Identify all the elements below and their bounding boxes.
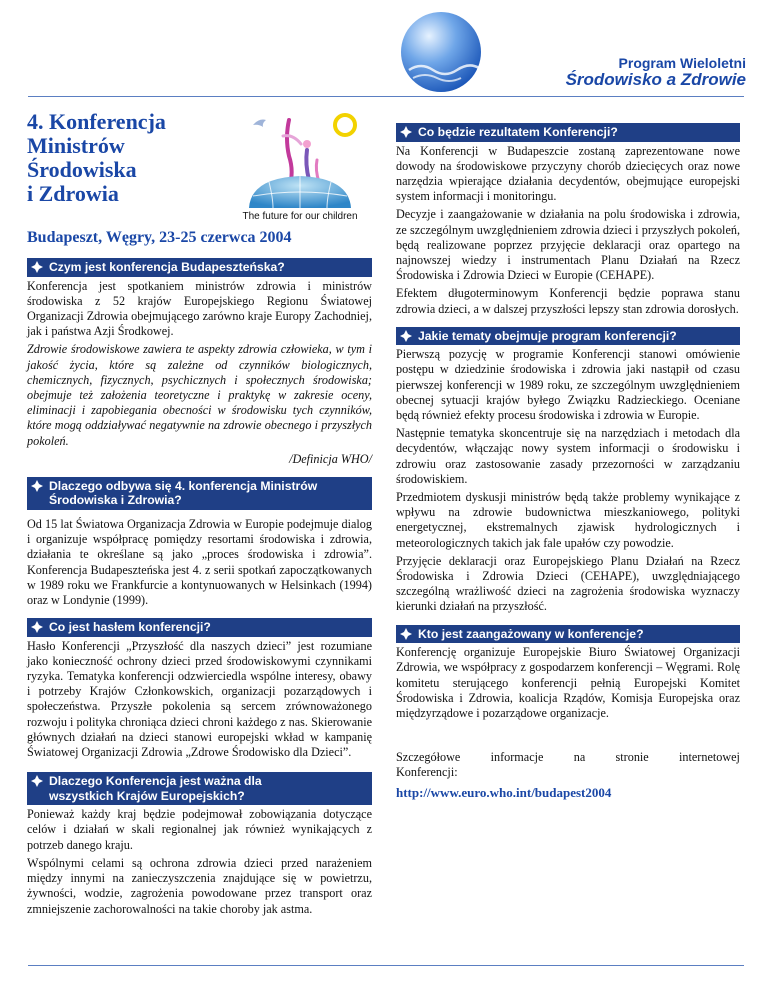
paragraph: Hasło Konferencji „Przyszłość dla naszych dzieci” jest rozumiane jako konieczność ochrony dzieci przed środowiskowymi czynnikami ryzyka. Tematyka konferencji odzwierciedla wspólne interesy, obawy i potrzeby Krajów Członkowskich, organizacji pozarządowych i społeczeństwa. Przyszłe pokolenia są sercem zrównoważonego rozwoju i polityka chroniąca dzieci chroni każdego z nas. Skierowanie głównych działań na dzieci stanowi europejski wkład w kampanię Światowej Organizacji Zdrowia „Zdrowe Środowisko dla Dzieci”. [27, 638, 372, 760]
paragraph: Przyjęcie deklaracji oraz Europejskiego Planu Działań na Rzecz Środowiska i Zdrowia Dzieci (CEHAPE), uwzględniającego szczególną wrażliwość dzieci na zagrożenia środowiska wyznaczy kierunki działań na przyszłość. [396, 553, 740, 614]
diamond-bullet-icon [31, 775, 43, 787]
header-divider [28, 96, 744, 97]
paragraph: Ponieważ każdy kraj będzie podejmował zobowiązania dotyczące celów i działań w skali regionalnej jak również wynikających z potrzeb danego kraju. [27, 807, 372, 852]
paragraph: Konferencję organizuje Europejskie Biuro Światowej Organizacji Zdrowia, we współpracy z gospodarzem konferencji – Węgrami. Rolę komitetu sterującego konferencji pełnią Europejski Komitet Środowiska i Zdrowia, koalicja Rządów, Komisja Europejska oraz międzyrządowe i pozarządowe organizacje. [396, 645, 740, 720]
paragraph: Od 15 lat Światowa Organizacja Zdrowia w Europie podejmuje dialog i organizuje współpracę pomiędzy resortami środowiska i zdrowia, działania te określane są jako „proces środowiska i zdrowia”. Konferencja Budapeszteńska jest 4. z serii spotkań zapoczątkowanych w 1989 roku we Frankfurcie a kontynuowanych w Helsinkach (1994) oraz w Londynie (1999). [27, 516, 372, 607]
left-column [27, 258, 372, 920]
section-header-motto: Co jest hasłem konferencji? [27, 618, 372, 637]
diamond-bullet-icon [400, 126, 412, 138]
section-header-who: Kto jest zaangażowany w konferencje? [396, 625, 740, 644]
paragraph: Konferencja jest spotkaniem ministrów zdrowia i ministrów środowiska z 52 krajów Europejskiego Regionu Światowej Organizacji Zdrowia obejmującego zarówno kraje Europy Zachodniej, jak i państwa Azji Środkowej. [27, 278, 372, 339]
emblem-caption: The future for our children [242, 211, 358, 222]
section-header-why-important: Dlaczego Konferencja jest ważna dla wszystkich Krajów Europejskich? [27, 772, 372, 805]
paragraph: Pierwszą pozycję w programie Konferencji stanowi omówienie postępu w dziedzinie środowiska i zdrowia jaki nastąpił od czasu pierwszej konferencji w 1989 roku, ze szczególnym uwzględnieniem obecnej sytuacji krajów byłego Związku Radzieckiego. Oceniane będą również efekty procesu środowiska i zdrowia w Europie. [396, 347, 740, 423]
program-label: Program Wieloletni [618, 55, 746, 71]
paragraph: Efektem długoterminowym Konferencji będzie poprawa stanu zdrowia dzieci, a w dalszej przyszłości lepszy stan zdrowia dorosłych. [396, 286, 740, 316]
diamond-bullet-icon [31, 621, 43, 633]
paragraph: Następnie tematyka skoncentruje się na narzędziach i metodach dla decydentów, włączając nowy system informacji o środowisku i zdrowiu oraz zastosowanie zasady przezorności w zarządzaniu środowiskiem. [396, 426, 740, 486]
conference-subtitle: Budapeszt, Węgry, 23-25 czerwca 2004 [27, 229, 292, 246]
right-column [396, 123, 740, 800]
section-header-why-4th: Dlaczego odbywa się 4. konferencja Ministrów Środowiska i Zdrowia? [27, 477, 372, 510]
program-globe-logo [399, 10, 483, 94]
program-title: Środowisko a Zdrowie [565, 70, 746, 89]
info-line-2: Konferencji: [396, 765, 458, 780]
paragraph: Przedmiotem dyskusji ministrów będą także problemy wynikające z wpływu na zdrowie budownictwa mieszkaniowego, polityki energetycznej, ekstremalnych zjawisk hydrologicznych i meteorologicznych takich jak fale upałów czy powodzie. [396, 490, 740, 550]
definition-paragraph: Zdrowie środowiskowe zawiera te aspekty zdrowia człowieka, w tym i jakość życia, które są zależne od czynników biologicznych, chemicznych, fizycznych, psychicznych i społecznych środowiska; obejmuje też założenia teoretyczne i praktykę w zakresie oceny, eliminacji i zapobiegania obecności w środowisku tych czynników, które mogą oddziaływać negatywnie na zdrowie obecnego i przyszłych pokoleń. [27, 342, 372, 448]
diamond-bullet-icon [31, 480, 43, 492]
section-header-what-is: Czym jest konferencja Budapeszteńska? [27, 258, 372, 277]
diamond-bullet-icon [31, 261, 43, 273]
diamond-bullet-icon [400, 330, 412, 342]
footer-divider [28, 965, 744, 966]
section-header-topics: Jakie tematy obejmuje program konferencji? [396, 327, 740, 346]
definition-source: /Definicja WHO/ [289, 451, 372, 466]
conference-title: 4. Konferencja Ministrów Środowiska i Zdrowia [27, 109, 166, 206]
paragraph: Decyzje i zaangażowanie w działania na polu środowiska i zdrowia, ze szczególnym uwzględnieniem zdrowia dzieci i przyszłych pokoleń, będą realizowane poprzez przyjęcie deklaracji oraz opartego na najnowszej wiedzy i instrumentach Planu Działań na Rzecz Środowiska i Zdrowia Dzieci w Europie (CEHAPE). [396, 207, 740, 283]
diamond-bullet-icon [400, 628, 412, 640]
info-line: Szczegółowe informacje na stronie internetowej [396, 750, 740, 765]
website-link[interactable]: http://www.euro.who.int/budapest2004 [396, 784, 612, 800]
paragraph: Wspólnymi celami są ochrona zdrowia dzieci przed narażeniem między innymi na zanieczyszczenia znajdujące się w powietrzu, żywności, wodzie, zagrożenia powodowane przez transport oraz zmniejszenie zachorowalności na takie choroby jak astma. [27, 855, 372, 916]
section-header-result: Co będzie rezultatem Konferencji? [396, 123, 740, 142]
paragraph: Na Konferencji w Budapeszcie zostaną zaprezentowane nowe dowody na środowiskowe przyczyny chorób dziecięcych oraz nowe narzędzia wpierające działania decydentów, obejmujące europejski system informacji i monitoringu. [396, 143, 740, 204]
conference-emblem [229, 108, 371, 223]
